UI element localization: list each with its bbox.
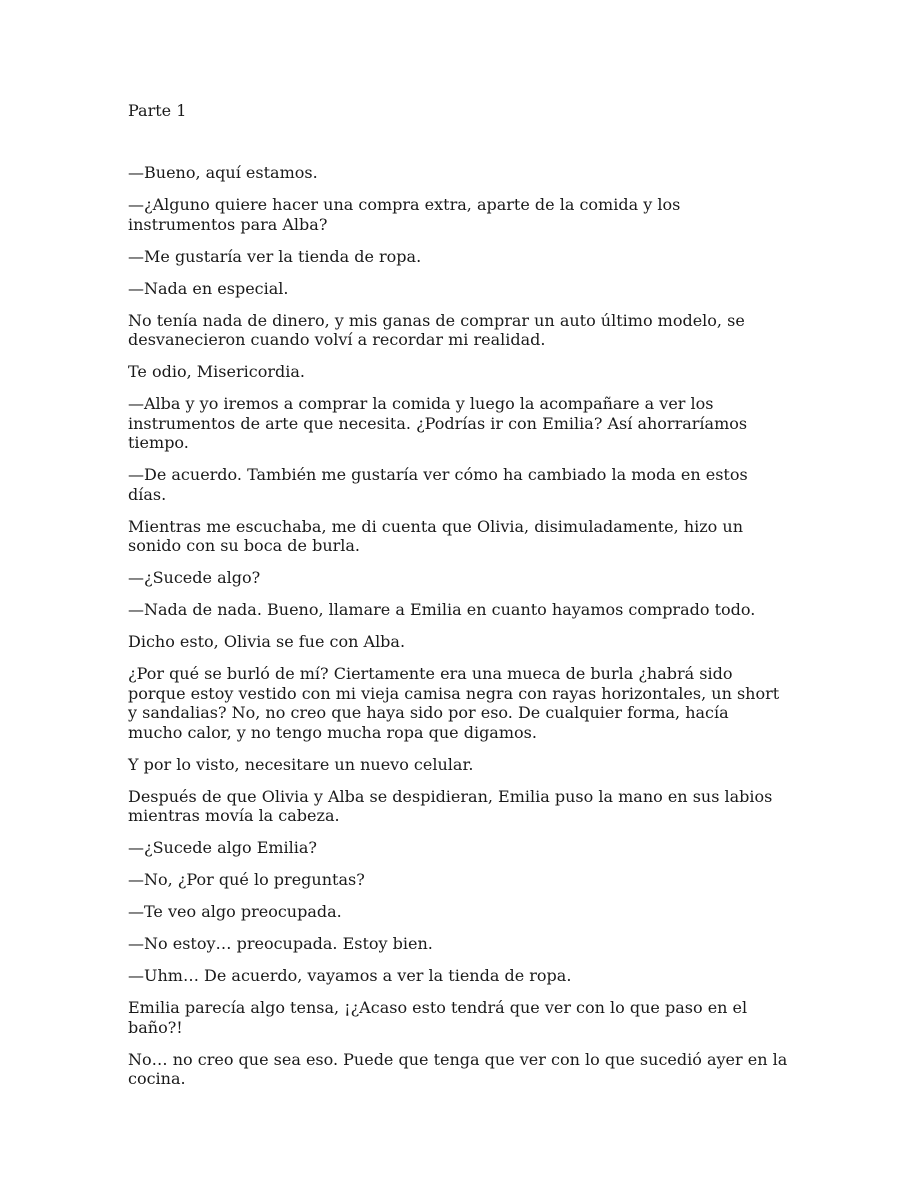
- paragraph: —Nada en especial.: [128, 278, 289, 298]
- paragraph: No… no creo que sea eso. Puede que tenga que ver con lo que sucedió ayer en la cocina.: [128, 1049, 788, 1088]
- document-body: [128, 163, 788, 1101]
- paragraph: —Bueno, aquí estamos.: [128, 163, 318, 182]
- paragraph: —Nada de nada. Bueno, llamare a Emilia en cuanto hayamos comprado todo.: [128, 600, 756, 619]
- paragraph: No tenía nada de dinero, y mis ganas de comprar un auto último modelo, se desvanecieron cuando volví a recordar mi realidad.: [128, 310, 745, 349]
- paragraph: —¿Sucede algo Emilia?: [128, 838, 318, 857]
- paragraph: —Alba y yo iremos a comprar la comida y luego la acompañare a ver los instrumentos de arte que necesita. ¿Podrías ir con Emilia? Así ahorraríamos tiempo.: [128, 394, 748, 452]
- paragraph: Emilia parecía algo tensa, ¡¿Acaso esto tendrá que ver con lo que paso en el baño?!: [128, 998, 748, 1037]
- paragraph: Dicho esto, Olivia se fue con Alba.: [128, 632, 406, 651]
- paragraph: —Uhm… De acuerdo, vayamos a ver la tienda de ropa.: [128, 966, 572, 985]
- paragraph: ¿Por qué se burló de mí? Ciertamente era una mueca de burla ¿habrá sido porque estoy vestido con mi vieja camisa negra con rayas horizontales, un short y sandalias? No, no creo que haya sido por eso. De cualquier forma, hacía mucho calor, y no tengo mucha ropa que digamos.: [128, 664, 780, 742]
- paragraph: Después de que Olivia y Alba se despidieran, Emilia puso la mano en sus labios mientras movía la cabeza.: [128, 786, 773, 825]
- paragraph: Y por lo visto, necesitare un nuevo celular.: [128, 754, 474, 774]
- chapter-heading: Parte 1: [128, 101, 187, 120]
- paragraph: —¿Sucede algo?: [128, 568, 261, 587]
- paragraph: —¿Alguno quiere hacer una compra extra, aparte de la comida y los instrumentos para Alba?: [128, 195, 681, 234]
- paragraph: —De acuerdo. También me gustaría ver cómo ha cambiado la moda en estos días.: [128, 465, 748, 504]
- paragraph: —No, ¿Por qué lo preguntas?: [128, 870, 365, 889]
- paragraph: Mientras me escuchaba, me di cuenta que Olivia, disimuladamente, hizo un sonido con su boca de burla.: [128, 516, 743, 555]
- paragraph: Te odio, Misericordia.: [128, 362, 305, 381]
- paragraph: —Me gustaría ver la tienda de ropa.: [128, 246, 422, 266]
- paragraph: —Te veo algo preocupada.: [128, 902, 342, 921]
- paragraph: —No estoy… preocupada. Estoy bien.: [128, 934, 433, 953]
